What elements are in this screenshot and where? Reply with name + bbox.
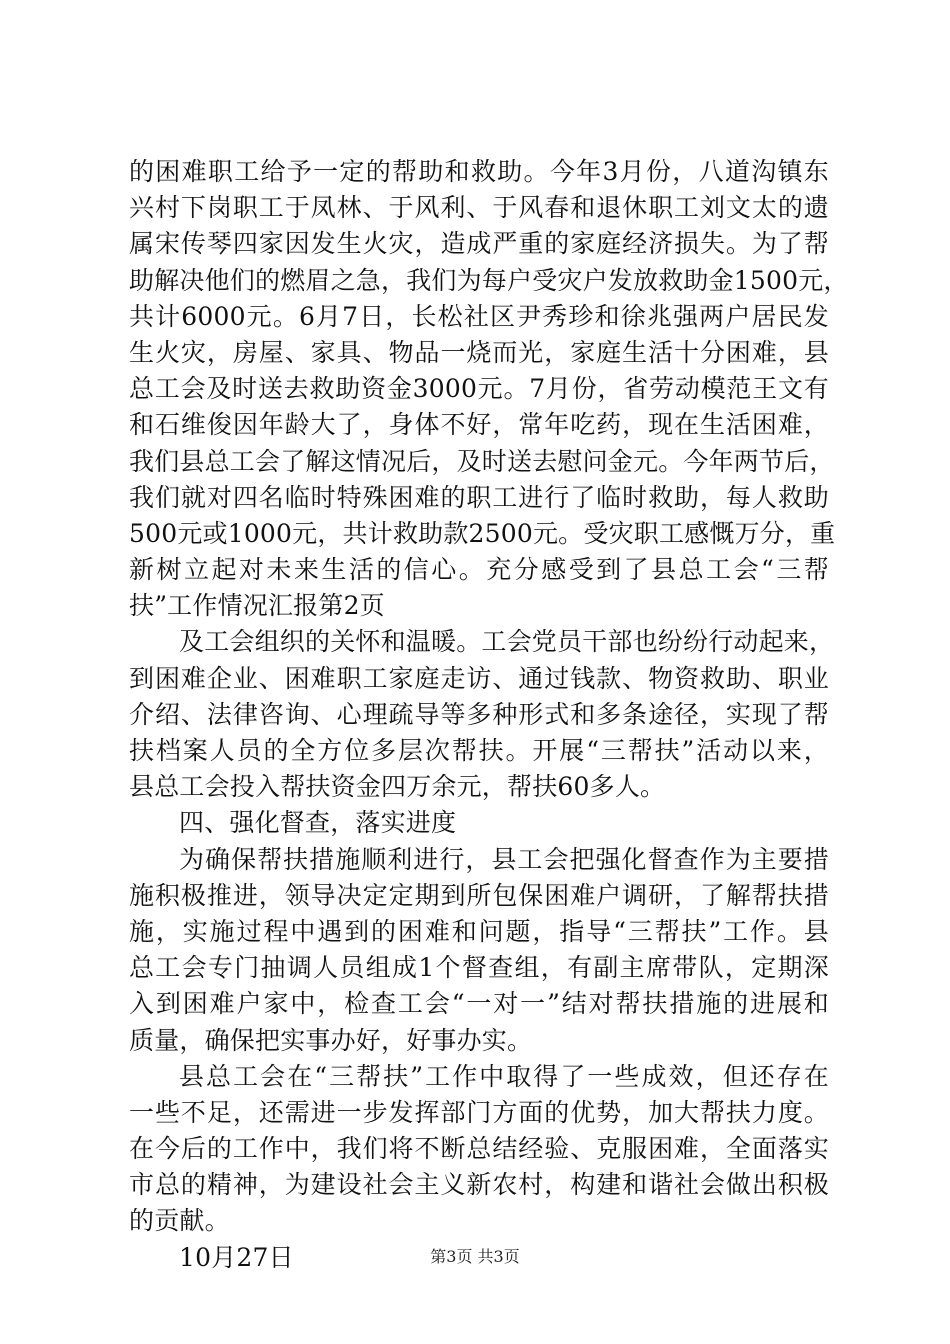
- text-line: 质量，确保把实事办好，好事办实。: [129, 1025, 533, 1055]
- text-line: 我们县总工会了解这情况后，及时送去慰问金元。今年两节后，: [129, 446, 835, 476]
- text-line: 介绍、法律咨询、心理疏导等多种形式和多条途径，实现了帮: [129, 699, 829, 729]
- text-line: 市总的精神，为建设社会主义新农村，构建和谐社会做出积极: [129, 1170, 829, 1200]
- text-line: 助解决他们的燃眉之急，我们为每户受灾户发放救助金1500元，: [129, 265, 849, 295]
- text-line: 和石维俊因年龄大了，身体不好，常年吃药，现在生活困难，: [129, 410, 829, 440]
- text-line: 新树立起对未来生活的信心。充分感受到了县总工会“三帮: [129, 555, 829, 585]
- text-line: 10月27日: [179, 1242, 294, 1272]
- text-line: 施，实施过程中遇到的困难和问题，指导“三帮扶”工作。县: [129, 916, 829, 946]
- text-line: 为确保帮扶措施顺利进行，县工会把强化督查作为主要措: [179, 844, 829, 874]
- text-line: 扶档案人员的全方位多层次帮扶。开展“三帮扶”活动以来，: [129, 736, 829, 765]
- text-line: 总工会及时送去救助资金3000元。7月份，省劳动模范王文有: [129, 374, 829, 404]
- text-line: 四、强化督查，落实进度: [179, 808, 457, 838]
- text-line: 总工会专门抽调人员组成1个督查组，有副主席带队，定期深: [129, 953, 829, 983]
- text-line: 的困难职工给予一定的帮助和救助。今年3月份，八道沟镇东: [129, 157, 829, 186]
- text-line: 的贡献。: [129, 1206, 230, 1236]
- text-line: 及工会组织的关怀和温暖。工会党员干部也纷纷行动起来，: [179, 627, 835, 657]
- text-line: 扶”工作情况汇报第2页: [129, 591, 385, 621]
- text-line: 生火灾，房屋、家具、物品一烧而光，家庭生活十分困难，县: [129, 337, 829, 367]
- text-line: 县总工会投入帮扶资金四万余元，帮扶60多人。: [129, 772, 666, 802]
- text-line: 兴村下岗职工于凤林、于风利、于风春和退休职工刘文太的遗: [129, 193, 829, 223]
- text-line: 县总工会在“三帮扶”工作中取得了一些成效，但还存在: [179, 1061, 829, 1091]
- text-line: 共计6000元。6月7日，长松社区尹秀珍和徐兆强两户居民发: [129, 301, 829, 331]
- text-line: 在今后的工作中，我们将不断总结经验、克服困难，全面落实: [129, 1134, 829, 1164]
- text-line: 入到困难户家中，检查工会“一对一”结对帮扶措施的进展和: [129, 989, 829, 1019]
- text-line: 一些不足，还需进一步发挥部门方面的优势，加大帮扶力度。: [129, 1097, 829, 1127]
- text-line: 我们就对四名临时特殊困难的职工进行了临时救助，每人救助: [129, 482, 829, 512]
- page-footer: 第3页 共3页: [430, 1247, 520, 1266]
- text-line: 到困难企业、困难职工家庭走访、通过钱款、物资救助、职业: [129, 663, 829, 693]
- text-line: 施积极推进，领导决定定期到所包保困难户调研，了解帮扶措: [129, 880, 829, 910]
- text-line: 500元或1000元，共计救助款2500元。受灾职工感慨万分，重: [129, 518, 836, 548]
- document-body: [129, 154, 849, 1276]
- text-line: 属宋传琴四家因发生火灾，造成严重的家庭经济损失。为了帮: [129, 229, 829, 259]
